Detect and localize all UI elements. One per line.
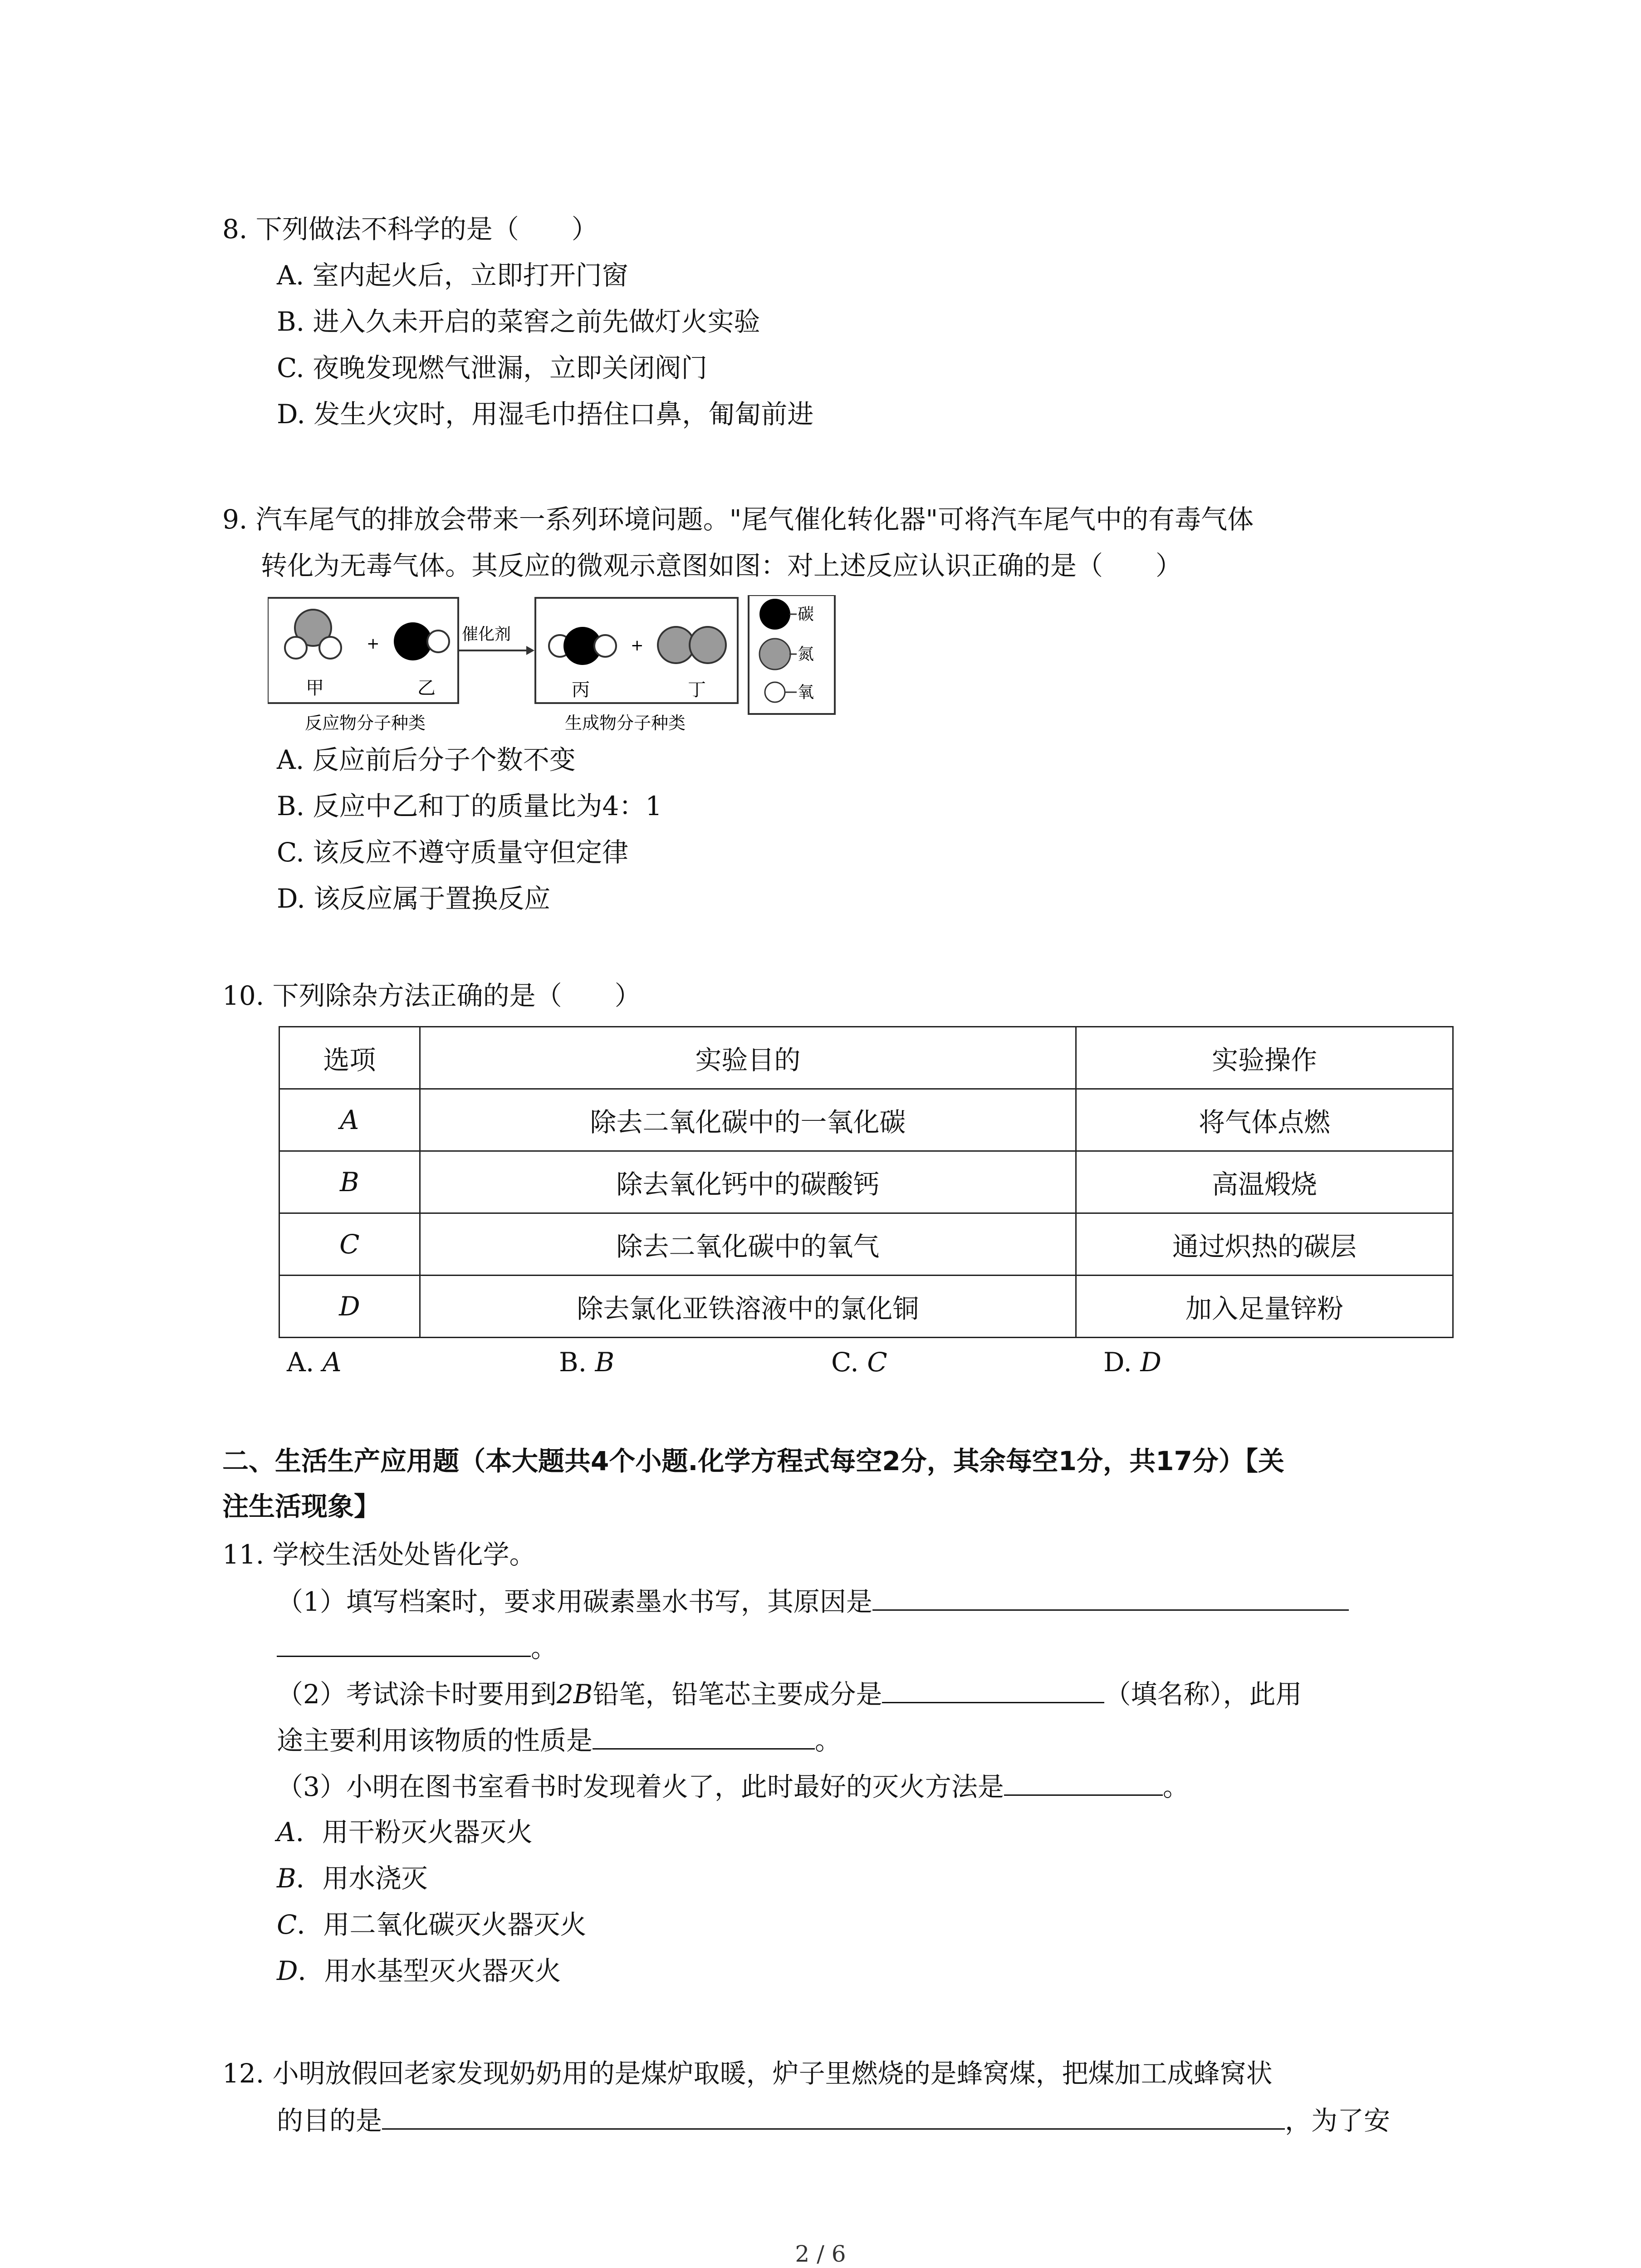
label-bing: 丙 <box>572 679 590 700</box>
q10-answer-a: A. A <box>287 1347 342 1378</box>
row-operation: 将气体点燃 <box>1076 1089 1453 1151</box>
row-purpose: 除去二氧化碳中的一氧化碳 <box>420 1089 1076 1151</box>
answer-blank[interactable] <box>277 1631 531 1657</box>
header-purpose: 实验目的 <box>420 1027 1076 1089</box>
ding-nitrogen-atom-2 <box>690 627 726 663</box>
legend-oxygen-label: 氧 <box>798 683 814 702</box>
q11-part2: （2）考试涂卡时要用到2B铅笔，铅笔芯主要成分是 （填名称），此用 <box>277 1677 1302 1710</box>
legend-carbon-atom <box>759 599 790 630</box>
q11-choice-a: A．用干粉灭火器灭火 <box>277 1817 533 1848</box>
legend-oxygen-atom <box>765 682 785 702</box>
q10-stem: 10. 下列除杂方法正确的是（ ） <box>222 980 641 1011</box>
q11-choice-d: D．用水基型灭火器灭火 <box>277 1955 561 1986</box>
yi-carbon-atom <box>395 623 431 660</box>
q10-table <box>279 1026 1454 1338</box>
q11-part3: （3）小明在图书室看书时发现着火了，此时最好的灭火方法是 。 <box>277 1770 1189 1803</box>
q11-stem: 11. 学校生活处处皆化学。 <box>222 1539 536 1570</box>
q9-stem-line1: 9. 汽车尾气的排放会带来一系列环境问题。"尾气催化转化器"可将汽车尾气中的有毒气体 <box>222 504 1254 535</box>
arrow-head <box>526 646 534 655</box>
label-ding: 丁 <box>688 679 706 700</box>
row-option: C <box>279 1213 420 1276</box>
page-number: 2 / 6 <box>795 2241 846 2267</box>
q10-answer-c: C. C <box>831 1347 887 1378</box>
q8-option-d: D. 发生火灾时，用湿毛巾捂住口鼻，匍匐前进 <box>277 399 814 430</box>
answer-blank[interactable] <box>382 2104 1285 2130</box>
row-operation: 通过炽热的碳层 <box>1076 1213 1453 1276</box>
q9-option-c: C. 该反应不遵守质量守但定律 <box>277 837 629 868</box>
reactant-plus: + <box>367 635 380 653</box>
q11-part1-continued: 。 <box>277 1631 557 1664</box>
q8-stem: 8. 下列做法不科学的是（ ） <box>222 214 598 244</box>
products-caption: 生成物分子种类 <box>565 713 686 733</box>
q10-answer-d: D. D <box>1103 1347 1161 1378</box>
q12-line1: 12. 小明放假回老家发现奶奶用的是煤炉取暖，炉子里燃烧的是蜂窝煤，把煤加工成蜂窝状 <box>222 2058 1273 2089</box>
row-option: A <box>279 1089 420 1151</box>
jia-oxygen-atom-1 <box>285 637 307 659</box>
q11-choice-c: C．用二氧化碳灭火器灭火 <box>277 1909 587 1940</box>
q8-option-c: C. 夜晚发现燃气泄漏，立即关闭阀门 <box>277 352 708 383</box>
table-row <box>279 1089 1453 1151</box>
q11-part2-continued: 途主要利用该物质的性质是 。 <box>277 1724 841 1756</box>
row-purpose: 除去氧化钙中的碳酸钙 <box>420 1151 1076 1213</box>
row-option: B <box>279 1151 420 1213</box>
table-row <box>279 1151 1453 1213</box>
legend-carbon-label: 碳 <box>798 605 814 624</box>
reaction-diagram <box>268 595 839 758</box>
header-option: 选项 <box>279 1027 420 1089</box>
table-row <box>279 1276 1453 1338</box>
q11-part1: （1）填写档案时，要求用碳素墨水书写，其原因是 <box>277 1585 1349 1618</box>
row-operation: 高温煅烧 <box>1076 1151 1453 1213</box>
yi-oxygen-atom <box>427 631 449 652</box>
table-row <box>279 1213 1453 1276</box>
answer-blank[interactable] <box>882 1677 1104 1703</box>
jia-oxygen-atom-2 <box>319 637 341 659</box>
q9-option-d: D. 该反应属于置换反应 <box>277 883 551 914</box>
answer-blank[interactable] <box>593 1724 815 1750</box>
legend-nitrogen-atom <box>759 639 790 670</box>
q12-line2: 的目的是 ，为了安 <box>277 2104 1390 2136</box>
row-purpose: 除去二氧化碳中的氧气 <box>420 1213 1076 1276</box>
row-operation: 加入足量锌粉 <box>1076 1276 1453 1338</box>
q9-option-a: A. 反应前后分子个数不变 <box>277 744 576 775</box>
row-purpose: 除去氯化亚铁溶液中的氯化铜 <box>420 1276 1076 1338</box>
row-option: D <box>279 1276 420 1338</box>
section2-heading-line2: 注生活现象】 <box>222 1491 381 1522</box>
q11-choice-b: B．用水浇灭 <box>277 1863 428 1894</box>
q8-option-a: A. 室内起火后，立即打开门窗 <box>277 260 628 291</box>
bing-oxygen-atom-2 <box>594 635 616 657</box>
section2-heading-line1: 二、生活生产应用题（本大题共4个小题.化学方程式每空2分，其余每空1分，共17分）【关 <box>222 1446 1284 1476</box>
answer-blank[interactable] <box>872 1585 1349 1611</box>
catalyst-label: 催化剂 <box>462 625 511 644</box>
q8-option-b: B. 进入久未开启的菜窖之前先做灯火实验 <box>277 306 760 337</box>
reactants-caption: 反应物分子种类 <box>305 713 426 733</box>
answer-blank[interactable] <box>1004 1770 1163 1796</box>
q9-option-b: B. 反应中乙和丁的质量比为4：1 <box>277 791 662 821</box>
header-operation: 实验操作 <box>1076 1027 1453 1089</box>
label-jia: 甲 <box>306 678 324 699</box>
table-header-row <box>279 1027 1453 1089</box>
q9-stem-line2: 转化为无毒气体。其反应的微观示意图如图：对上述反应认识正确的是（ ） <box>261 550 1182 581</box>
product-plus: + <box>631 636 644 655</box>
legend-nitrogen-label: 氮 <box>798 645 814 664</box>
label-yi: 乙 <box>417 678 436 699</box>
q10-answer-b: B. B <box>559 1347 615 1378</box>
